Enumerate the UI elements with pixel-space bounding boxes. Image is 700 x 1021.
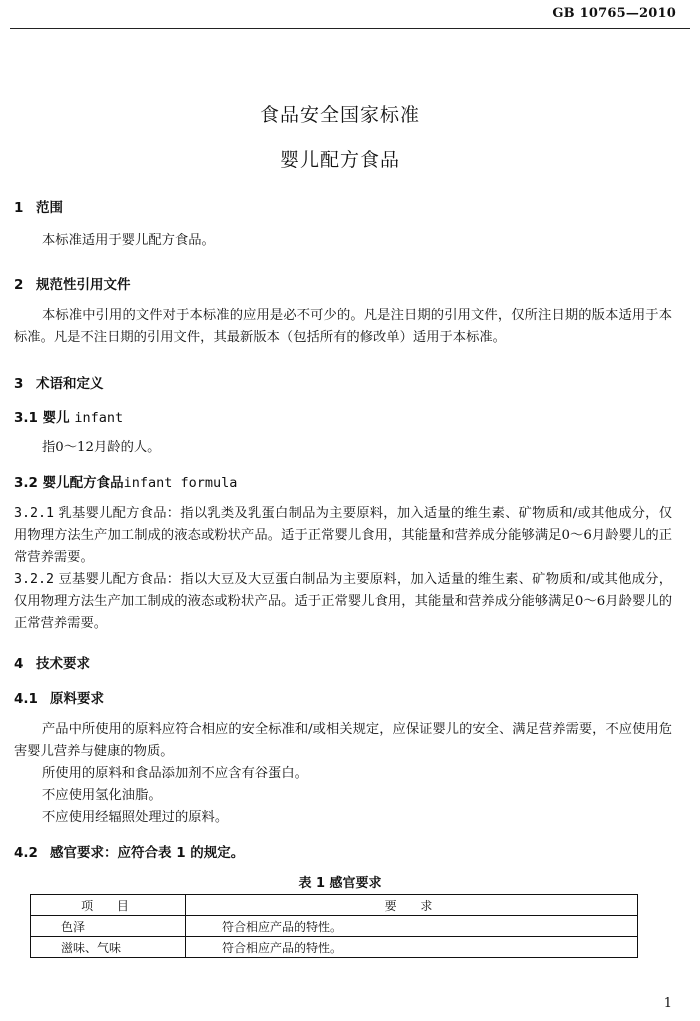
section-4-1-para-4: 不应使用经辐照处理过的原料。 (42, 810, 229, 825)
section-title-en: infant formula (123, 475, 238, 491)
section-title: 感官要求：应符合表 1 的规定。 (50, 845, 245, 861)
section-title-en: infant (74, 410, 124, 426)
section-title: 婴儿配方食品 (42, 475, 124, 491)
clause-number: 3.2.1 (14, 506, 55, 521)
section-number: 3.2 (14, 475, 38, 491)
section-4-1-para-2: 所使用的原料和食品添加剂不应含有谷蛋白。 (42, 766, 308, 781)
section-title: 规范性引用文件 (36, 277, 131, 293)
section-title: 婴儿 (42, 410, 70, 426)
standard-code: GB 10765—2010 (552, 6, 676, 21)
section-4-1-para-3: 不应使用氢化油脂。 (42, 788, 162, 803)
table-header-row (31, 895, 638, 916)
table-cell-requirement: 符合相应产品的特性。 (186, 937, 638, 958)
section-number: 4 (14, 656, 24, 672)
clause-text: 乳基婴儿配方食品：指以乳类及乳蛋白制品为主要原料，加入适量的维生素、矿物质和/或其他成分，仅用物理方法生产加工制成的液态或粉状产品。适于正常婴儿食用，其能量和营养成分能够满足0～6月龄婴儿的正常营养需要。 (14, 506, 672, 565)
clause-number: 3.2.2 (14, 572, 55, 587)
table-row (31, 916, 638, 937)
section-number: 2 (14, 277, 24, 293)
section-number: 4.1 (14, 691, 38, 707)
table-cell-item: 滋味、气味 (31, 937, 186, 958)
section-3-1-heading (14, 406, 123, 426)
header-rule (10, 28, 690, 29)
table-header-requirement: 要 求 (186, 895, 638, 916)
section-number: 1 (14, 200, 24, 216)
section-1-body: 本标准适用于婴儿配方食品。 (42, 233, 215, 248)
table-cell-item: 色泽 (31, 916, 186, 937)
section-4-1-para-1: 产品中所使用的原料应符合相应的安全标准和/或相关规定，应保证婴儿的安全、满足营养需要，不应使用危害婴儿营养与健康的物质。 (14, 722, 672, 759)
table-cell-requirement: 符合相应产品的特性。 (186, 916, 638, 937)
section-title: 技术要求 (36, 656, 90, 672)
section-title: 术语和定义 (36, 376, 104, 392)
document-title: 食品安全国家标准 (259, 104, 420, 126)
section-2-heading (14, 273, 131, 293)
table-header-item: 项 目 (31, 895, 186, 916)
section-3-2-1-body (14, 503, 672, 569)
page-number: 1 (663, 996, 672, 1011)
clause-text: 豆基婴儿配方食品：指以大豆及大豆蛋白制品为主要原料，加入适量的维生素、矿物质和/或其他成分，仅用物理方法生产加工制成的液态或粉状产品。适于正常婴儿食用，其能量和营养成分能够满足0～6月龄婴儿的正常营养需要。 (14, 572, 672, 631)
section-3-2-heading (14, 471, 237, 491)
section-number: 3.1 (14, 410, 38, 426)
section-1-heading (14, 196, 63, 216)
table-row (31, 937, 638, 958)
document-subtitle: 婴儿配方食品 (279, 149, 400, 171)
section-3-2-2-body (14, 569, 672, 635)
section-4-2-heading (14, 841, 244, 861)
section-number: 4.2 (14, 845, 38, 861)
section-2-body: 本标准中引用的文件对于本标准的应用是必不可少的。凡是注日期的引用文件，仅所注日期的版本适用于本标准。凡是不注日期的引用文件，其最新版本（包括所有的修改单）适用于本标准。 (14, 308, 672, 345)
table-caption: 表 1 感官要求 (298, 876, 382, 891)
sensory-requirements-table (30, 894, 638, 958)
section-title: 范围 (36, 200, 63, 216)
section-number: 3 (14, 376, 24, 392)
section-4-heading (14, 652, 90, 672)
section-3-1-body: 指0～12月龄的人。 (42, 440, 161, 455)
section-title: 原料要求 (50, 691, 104, 707)
section-3-heading (14, 372, 104, 392)
section-4-1-heading (14, 687, 104, 707)
